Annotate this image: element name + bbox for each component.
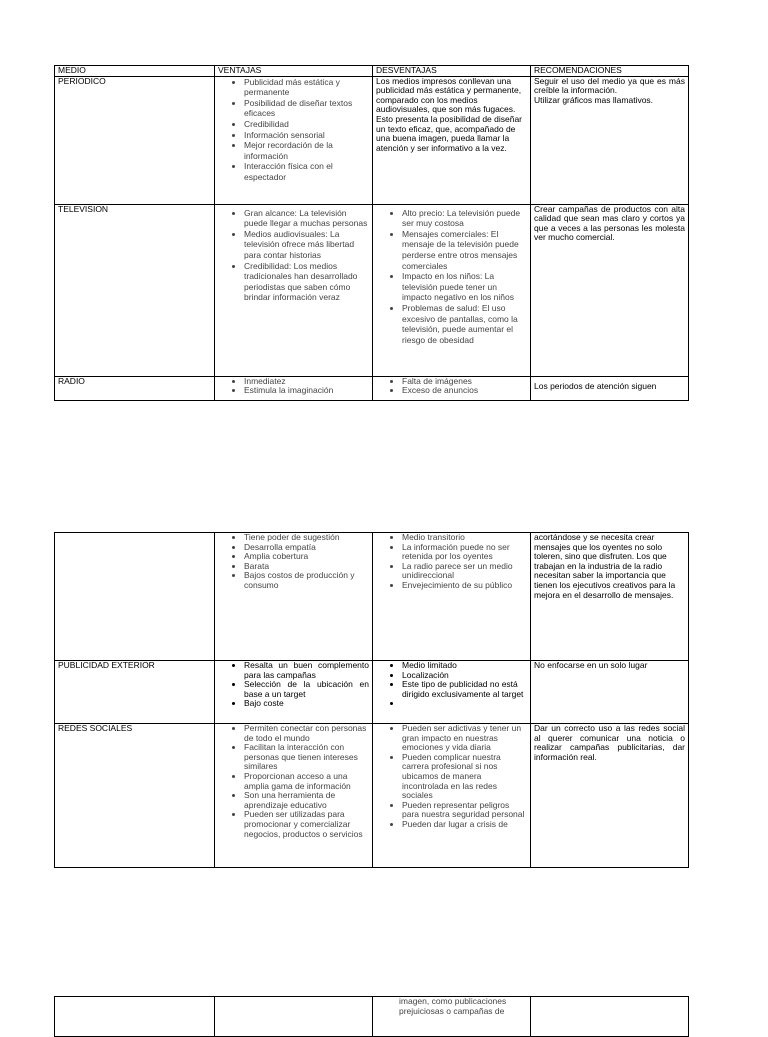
medio-cell: RADIO (55, 376, 215, 400)
medio-cell: PUBLICIDAD EXTERIOR (55, 661, 215, 724)
recomendaciones-cell: Crear campañas de productos con alta calidad que sean mas claro y cortos ya que a veces a las personas les molesta ver mucho comercial. (531, 204, 689, 376)
list-item: • Gran alcance: La televisión puede llegar a muchas personas (244, 208, 369, 229)
recomendaciones-cell (531, 997, 689, 1037)
media-comparison-table-continued-2 (54, 996, 689, 1037)
list-item: • Exceso de anuncios (402, 386, 527, 396)
medio-cell: PERIODICO (55, 76, 215, 204)
ventajas-cell (215, 997, 373, 1037)
desventajas-cell (373, 997, 531, 1037)
list-item: • Este tipo de publicidad no está dirigido exclusivamente al target (402, 680, 527, 699)
list-item: • Interacción física con el espectador (244, 161, 369, 182)
list-item: • Inmediatez (244, 377, 369, 387)
list-item: • Credibilidad: Los medios tradicionales han desarrollado periodistas que saben cómo brindar información veraz (244, 261, 369, 303)
list-item: • Problemas de salud: El uso excesivo de pantallas, como la televisión, puede aumentar el riesgo de obesidad (402, 303, 527, 345)
medio-cell (55, 997, 215, 1037)
list-item: • Mensajes comerciales: El mensaje de la televisión puede perderse entre otros mensajes comerciales (402, 229, 527, 271)
list-item: • Posibilidad de diseñar textos eficaces (244, 98, 369, 119)
list-item: • Falta de imágenes (402, 377, 527, 387)
table-header-row (55, 66, 689, 77)
list-item: • Amplia cobertura (244, 552, 369, 562)
list-item: • Estimula la imaginación (244, 386, 369, 396)
media-comparison-table (54, 65, 689, 401)
list-item: • Selección de la ubicación en base a un target (244, 680, 369, 699)
desventajas-cell (373, 204, 531, 376)
medio-cell (55, 533, 215, 661)
table-row-redes-continued (55, 997, 689, 1037)
recomendaciones-cell (531, 376, 689, 400)
list-item: • Son una herramienta de aprendizaje educativo (244, 791, 369, 810)
list-item: • Localización (402, 671, 527, 681)
list-item: • Medios audiovisuales: La televisión ofrece más libertad para contar historias (244, 229, 369, 261)
list-item: • Medio limitado (402, 661, 527, 671)
list-item: imagen, como publicaciones prejuiciosas o campañas de (399, 996, 507, 1016)
table-row-radio-continued (55, 533, 689, 661)
header-medio: MEDIO (55, 66, 215, 77)
desventajas-cell (373, 533, 531, 661)
recommendation-text: Utilizar gráficos mas llamativos. (534, 94, 654, 105)
list-item: • Proporcionan acceso a una amplia gama de información (244, 772, 369, 791)
media-comparison-table-continued (54, 532, 689, 868)
ventajas-cell (215, 204, 373, 376)
list-item: • Pueden ser adictivas y tener un gran impacto en nuestras emociones y vida diaria (402, 724, 527, 753)
list-item: • Pueden dar lugar a crisis de (402, 820, 527, 830)
recomendaciones-cell: No enfocarse en un solo lugar (531, 661, 689, 724)
list-item: • Envejecimiento de su público (402, 581, 527, 591)
list-item: • La información puede no ser retenida por los oyentes (402, 543, 527, 562)
list-item: • Impacto en los niños: La televisión puede tener un impacto negativo en los niños (402, 271, 527, 303)
recomendaciones-cell (531, 76, 689, 204)
recomendaciones-cell: acortándose y se necesita crear mensajes que los oyentes no solo toleren, sino que disfruten. Los que trabajan en la industria de la radio necesitan saber la importancia que tienen los ejecutivos creativos para la mejora en el desarrollo de mensajes. (531, 533, 689, 661)
list-item: • Resalta un buen complemento para las campañas (244, 661, 369, 680)
recommendation-text: Seguir el uso del medio ya que es más creíble la información. (534, 76, 685, 96)
list-item: • La radio parece ser un medio unidireccional (402, 562, 527, 581)
table-row-radio (55, 376, 689, 400)
medio-cell: TELEVISION (55, 204, 215, 376)
ventajas-cell (215, 724, 373, 868)
desventajas-cell: Los medios impresos conllevan una publicidad más estática y permanente, comparado con los medios audiovisuales, que son más fugaces. Esto presenta la posibilidad de diseñar un texto eficaz, que, acompañado de una buena imagen, pueda llamar la atención y ser informativo a la vez. (373, 76, 531, 204)
list-item: • Medio transitorio (402, 533, 527, 543)
list-item: • Barata (244, 562, 369, 572)
list-item: • Pueden representar peligros para nuestra seguridad personal (402, 801, 527, 820)
table-row-publicidad-exterior (55, 661, 689, 724)
table-row-redes-sociales (55, 724, 689, 868)
list-item: • Desarrolla empatía (244, 543, 369, 553)
list-item: • Alto precio: La televisión puede ser muy costosa (402, 208, 527, 229)
ventajas-cell (215, 533, 373, 661)
header-recomendaciones: RECOMENDACIONES (531, 66, 689, 77)
list-item: • Permiten conectar con personas de todo el mundo (244, 724, 369, 743)
desventajas-cell (373, 661, 531, 724)
list-item: • Mejor recordación de la información (244, 140, 369, 161)
list-item (402, 699, 527, 709)
list-item: • Pueden ser utilizadas para promocionar y comercializar negocios, productos o servicios (244, 810, 369, 839)
ventajas-cell (215, 376, 373, 400)
list-item: • Publicidad más estática y permanente (244, 77, 369, 98)
list-item: • Tiene poder de sugestión (244, 533, 369, 543)
desventajas-cell (373, 724, 531, 868)
medio-cell: REDES SOCIALES (55, 724, 215, 868)
list-item: • Credibilidad (244, 119, 369, 130)
recommendation-text: Los periodos de atención siguen (534, 380, 657, 391)
recomendaciones-cell: Dar un correcto uso a las redes social al querer comunicar una noticia o realizar campañas publicitarias, dar información real. (531, 724, 689, 868)
table-row-periodico (55, 76, 689, 204)
header-desventajas: DESVENTAJAS (373, 66, 531, 77)
list-item: • Facilitan la interacción con personas que tienen intereses similares (244, 743, 369, 772)
header-ventajas: VENTAJAS (215, 66, 373, 77)
ventajas-cell (215, 76, 373, 204)
ventajas-cell (215, 661, 373, 724)
list-item: • Bajo coste (244, 699, 369, 709)
list-item: • Información sensorial (244, 130, 369, 141)
list-item: • Bajos costos de producción y consumo (244, 571, 369, 590)
table-row-television (55, 204, 689, 376)
list-item: • Pueden complicar nuestra carrera profesional si nos ubicamos de manera incontrolada en las redes sociales (402, 753, 527, 801)
desventajas-cell (373, 376, 531, 400)
